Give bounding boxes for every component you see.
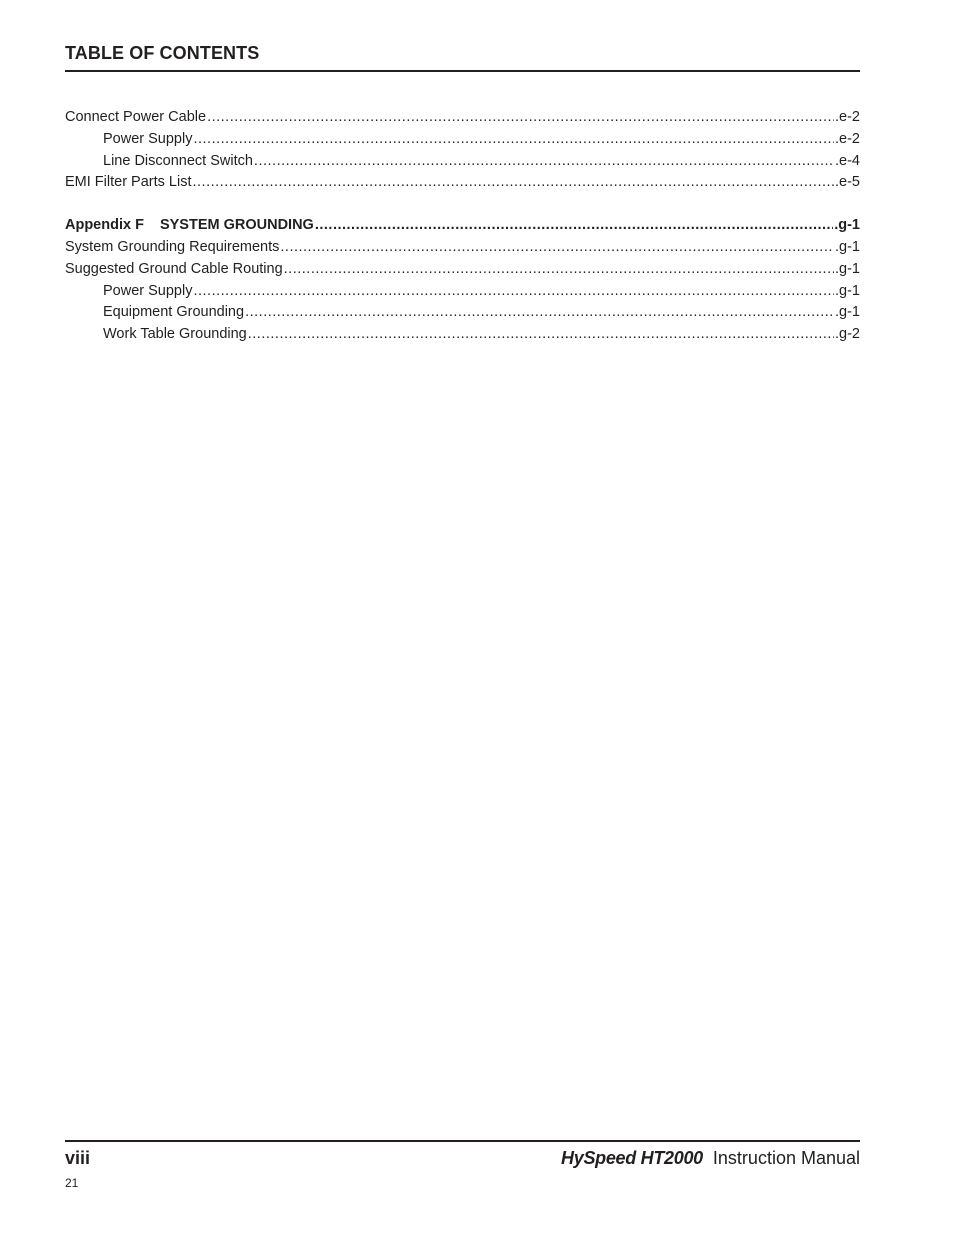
toc-dot-leader	[254, 151, 834, 173]
footer-manual-title	[561, 1148, 860, 1169]
toc-entry-page: .g-2	[835, 326, 860, 343]
toc-entry-label: Work Table Grounding	[103, 326, 247, 343]
toc-entry-emi-filter-parts-list[interactable]	[65, 172, 860, 194]
toc-appendix-number: Appendix F	[65, 217, 144, 234]
toc-entry-label: Suggested Ground Cable Routing	[65, 260, 283, 277]
toc-entry-label: Connect Power Cable	[65, 109, 207, 125]
toc-entry-page: .g-1	[835, 304, 860, 321]
toc-entry-label: Power Supply	[103, 282, 193, 299]
toc-dot-leader	[207, 107, 834, 129]
toc-entry-power-supply-grounding[interactable]	[65, 281, 860, 303]
toc-dot-leader	[193, 281, 834, 303]
toc-entry-line-disconnect-switch[interactable]	[65, 151, 860, 173]
footer-page-number: viii	[65, 1148, 91, 1168]
toc-entry-connect-power-cable[interactable]	[65, 107, 860, 129]
toc-entry-label: Line Disconnect Switch	[103, 152, 253, 169]
toc-dot-leader	[193, 172, 835, 194]
toc-dot-leader	[280, 237, 834, 259]
toc-entry-label: Power Supply	[103, 130, 193, 147]
toc-entry-suggested-ground-cable-routing[interactable]	[65, 259, 860, 281]
toc-dot-leader	[315, 215, 833, 237]
toc-entry-page: .e-4	[835, 152, 860, 169]
footer-rule	[65, 1140, 860, 1142]
toc-entry-power-supply[interactable]	[65, 129, 860, 151]
toc-entry-work-table-grounding[interactable]	[65, 324, 860, 346]
toc-entry-page: .g-1	[834, 217, 860, 234]
header-rule	[65, 70, 860, 72]
toc-entry-page: .e-2	[835, 130, 860, 147]
toc-entry-label: EMI Filter Parts List	[65, 174, 192, 191]
footer-manual-label: Instruction Manual	[712, 1148, 860, 1168]
toc-entry-system-grounding-requirements[interactable]	[65, 237, 860, 259]
toc-entry-label: System Grounding Requirements	[65, 238, 280, 255]
toc-entry-label: Equipment Grounding	[103, 304, 245, 321]
table-of-contents	[65, 107, 860, 346]
toc-entry-page: .e-2	[835, 109, 860, 125]
toc-entry-page: .g-1	[835, 260, 860, 277]
toc-dot-leader	[193, 129, 834, 151]
toc-appendix-name: SYSTEM GROUNDING	[159, 217, 314, 234]
toc-entry-label	[65, 215, 314, 237]
toc-dot-leader	[248, 324, 834, 346]
page-title: TABLE OF CONTENTS	[65, 43, 260, 63]
footer-product-name: HySpeed HT2000	[561, 1148, 703, 1168]
toc-entry-appendix-f[interactable]	[65, 215, 860, 237]
toc-entry-page: .g-1	[835, 238, 860, 255]
toc-entry-page: .e-5	[835, 174, 860, 191]
toc-entry-page: .g-1	[835, 282, 860, 299]
toc-entry-equipment-grounding[interactable]	[65, 302, 860, 324]
toc-dot-leader	[245, 302, 834, 324]
footer-sheet-number: 21	[65, 1176, 79, 1190]
toc-dot-leader	[284, 259, 834, 281]
